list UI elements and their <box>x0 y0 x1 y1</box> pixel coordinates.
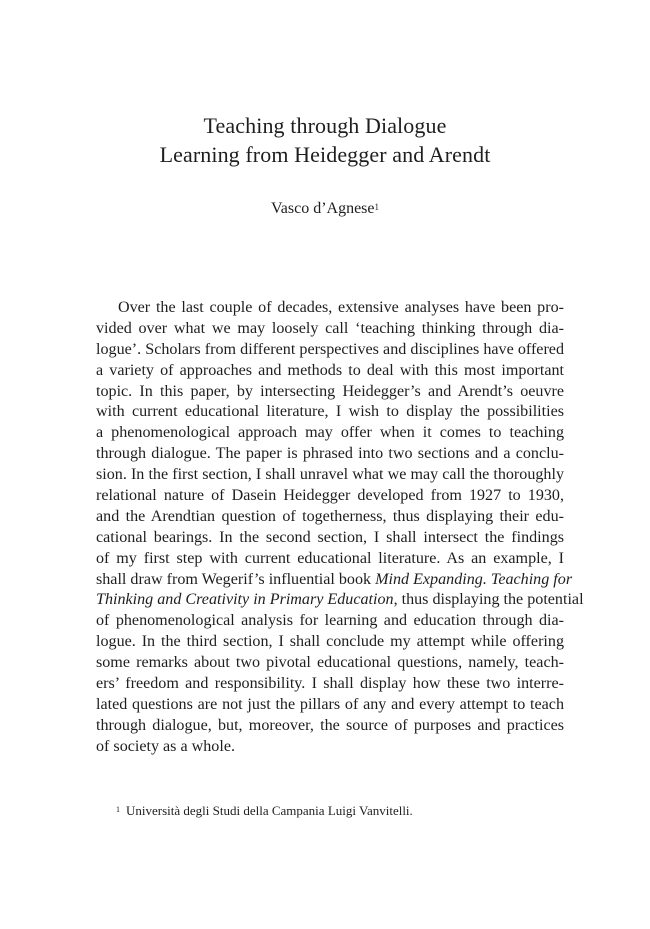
abstract-line <box>96 486 564 507</box>
abstract-text: some remarks about two pivotal educational questions, namely, teach- <box>96 654 564 672</box>
abstract-line <box>96 611 564 632</box>
abstract-line <box>96 382 564 403</box>
abstract-line <box>96 528 564 549</box>
abstract-text: a variety of approaches and methods to deal with this most important <box>96 361 564 379</box>
abstract-line <box>96 653 564 674</box>
paper-title-line-1: Teaching through Dialogue <box>203 113 447 138</box>
abstract-text: relational nature of Dasein Heidegger developed from 1927 to 1930, <box>96 487 564 505</box>
abstract-line <box>96 340 564 361</box>
abstract-text: topic. In this paper, by intersecting Heidegger’s and Arendt’s oeuvre <box>96 382 564 400</box>
abstract-text: logue’. Scholars from different perspectives and disciplines have offered <box>96 340 564 358</box>
abstract-line <box>96 716 564 737</box>
abstract-line <box>96 465 564 486</box>
abstract-text: ers’ freedom and responsibility. I shall display how these two interre- <box>96 675 564 693</box>
abstract-text: through dialogue. The paper is phrased into two sections and a conclu- <box>96 445 564 463</box>
abstract-line <box>96 361 564 382</box>
footnote-text: Università degli Studi della Campania Luigi Vanvitelli. <box>126 803 413 818</box>
abstract-text: shall draw from Wegerif’s influential book <box>96 570 376 588</box>
abstract-text: of my first step with current educational literature. As an example, I <box>96 549 564 567</box>
abstract-text: and the Arendtian question of togetherness, thus displaying their edu- <box>96 507 564 525</box>
abstract-text: logue. In the third section, I shall conclude my attempt while offering <box>96 633 564 651</box>
author-line <box>0 198 650 220</box>
abstract-line <box>96 737 564 758</box>
abstract-line <box>96 695 564 716</box>
abstract-line <box>96 298 564 319</box>
abstract-line <box>96 590 584 611</box>
abstract-line <box>96 570 573 591</box>
abstract-line <box>96 674 564 695</box>
abstract-text: cational bearings. In the second section, I shall intersect the findings <box>96 528 564 546</box>
abstract-text: of society as a whole. <box>96 737 235 755</box>
abstract-text: through dialogue, but, moreover, the source of purposes and practices <box>96 716 564 734</box>
abstract-text: a phenomenological approach may offer when it comes to teaching <box>96 424 564 442</box>
abstract-line <box>96 507 564 528</box>
abstract-text: lated questions are not just the pillars of any and every attempt to teach <box>96 695 564 713</box>
abstract-text: of phenomenological analysis for learning and education through dia- <box>96 612 564 630</box>
abstract-text: vided over what we may loosely call ‘teaching thinking through dia- <box>96 319 564 337</box>
abstract-line <box>96 423 564 444</box>
abstract-text: , thus displaying the potential <box>393 591 584 609</box>
abstract-line <box>96 632 564 653</box>
abstract-text: sion. In the first section, I shall unravel what we may call the thoroughly <box>96 466 564 484</box>
footnote <box>116 802 413 820</box>
abstract <box>96 298 584 758</box>
author-name: Vasco d’Agnese <box>270 200 375 217</box>
abstract-text: Over the last couple of decades, extensive analyses have been pro- <box>118 299 564 316</box>
author-footnote-mark: 1 <box>374 202 380 212</box>
paper-title-line-2: Learning from Heidegger and Arendt <box>159 142 491 167</box>
abstract-italic-text: Mind Expanding. Teaching for <box>375 570 573 588</box>
footnote-mark: 1 <box>116 805 120 814</box>
abstract-italic-text: Thinking and Creativity in Primary Education <box>96 591 394 609</box>
abstract-line <box>96 549 564 570</box>
abstract-line <box>96 402 564 423</box>
abstract-line <box>96 319 564 340</box>
abstract-line <box>96 444 564 465</box>
abstract-text: with current educational literature, I wish to display the possibilities <box>96 403 564 421</box>
